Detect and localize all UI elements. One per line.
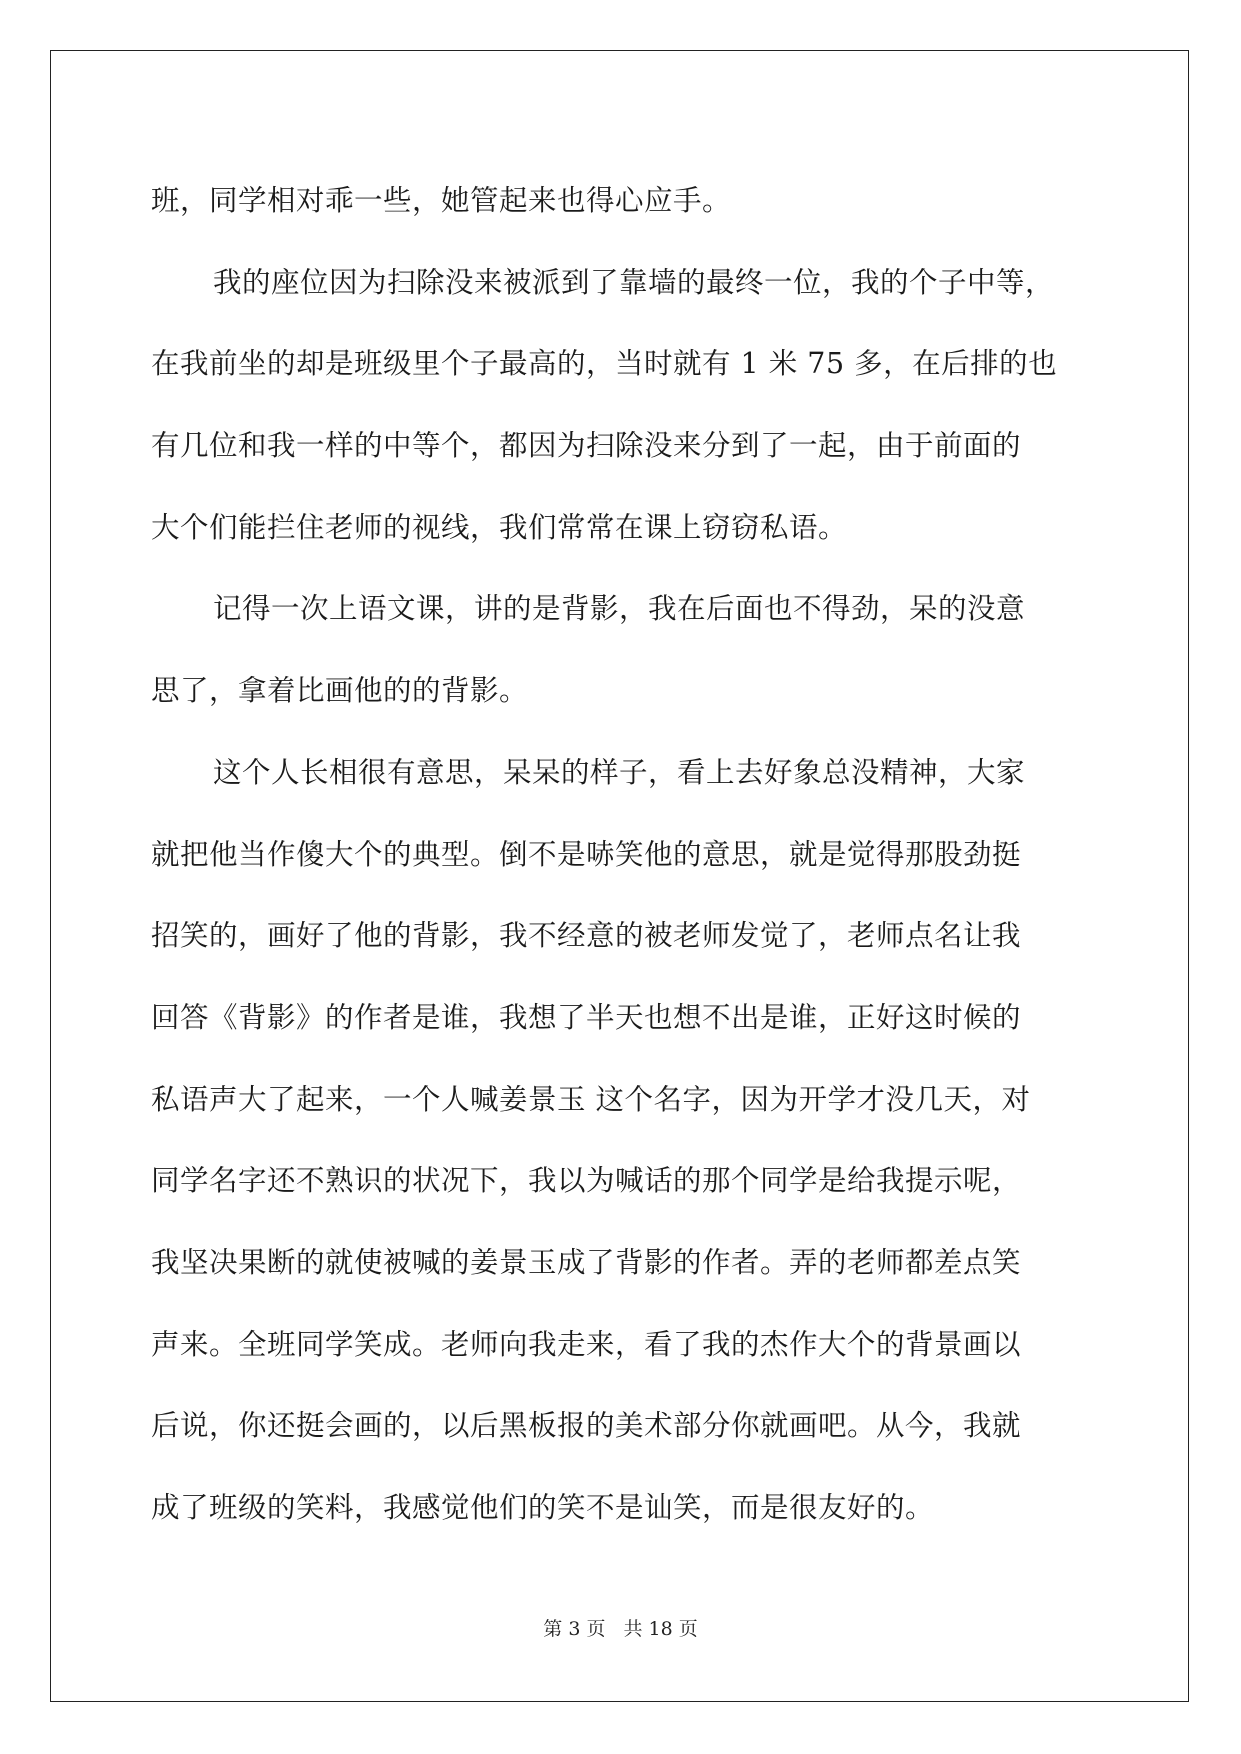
text-line: 私语声大了起来，一个人喊姜景玉 这个名字，因为开学才没几天，对	[151, 1082, 1031, 1116]
text-line: 就把他当作傻大个的典型。倒不是哧笑他的意思，就是觉得那股劲挺	[151, 837, 1022, 871]
text-line: 班，同学相对乖一些，她管起来也得心应手。	[151, 184, 732, 217]
text-line: 成了班级的笑料，我感觉他们的笑不是讪笑，而是很友好的。	[151, 1491, 935, 1524]
text-line: 我坚决果断的就使被喊的姜景玉成了背影的作者。弄的老师都差点笑	[151, 1245, 1022, 1279]
text-line: 在我前坐的却是班级里个子最高的，当时就有 1 米 75 多，在后排的也	[151, 347, 1058, 381]
page-footer	[0, 1614, 1241, 1641]
text-line: 后说，你还挺会画的，以后黑板报的美术部分你就画吧。从今，我就	[151, 1409, 1022, 1443]
page-total: 共 18 页	[623, 1618, 698, 1640]
text-line: 思了，拿着比画他的的背影。	[151, 674, 529, 708]
text-line: 大个们能拦住老师的视线，我们常常在课上窃窃私语。	[151, 510, 848, 544]
document-body	[151, 160, 1086, 1549]
text-line: 回答《背影》的作者是谁，我想了半天也想不出是谁，正好这时候的	[151, 1000, 1022, 1034]
text-line: 记得一次上语文课，讲的是背影，我在后面也不得劲，呆的没意	[213, 592, 1026, 626]
text-line: 我的座位因为扫除没来被派到了靠墙的最终一位，我的个子中等，	[213, 265, 1055, 299]
text-line: 同学名字还不熟识的状况下，我以为喊话的那个同学是给我提示呢，	[151, 1164, 1022, 1198]
page-number: 第 3 页	[543, 1618, 606, 1640]
text-line: 招笑的，画好了他的背影，我不经意的被老师发觉了，老师点名让我	[151, 919, 1022, 953]
text-line: 这个人长相很有意思，呆呆的样子，看上去好象总没精神，大家	[213, 755, 1026, 789]
text-line: 有几位和我一样的中等个，都因为扫除没来分到了一起，由于前面的	[151, 429, 1022, 463]
text-line: 声来。全班同学笑成。老师向我走来，看了我的杰作大个的背景画以	[151, 1327, 1022, 1361]
